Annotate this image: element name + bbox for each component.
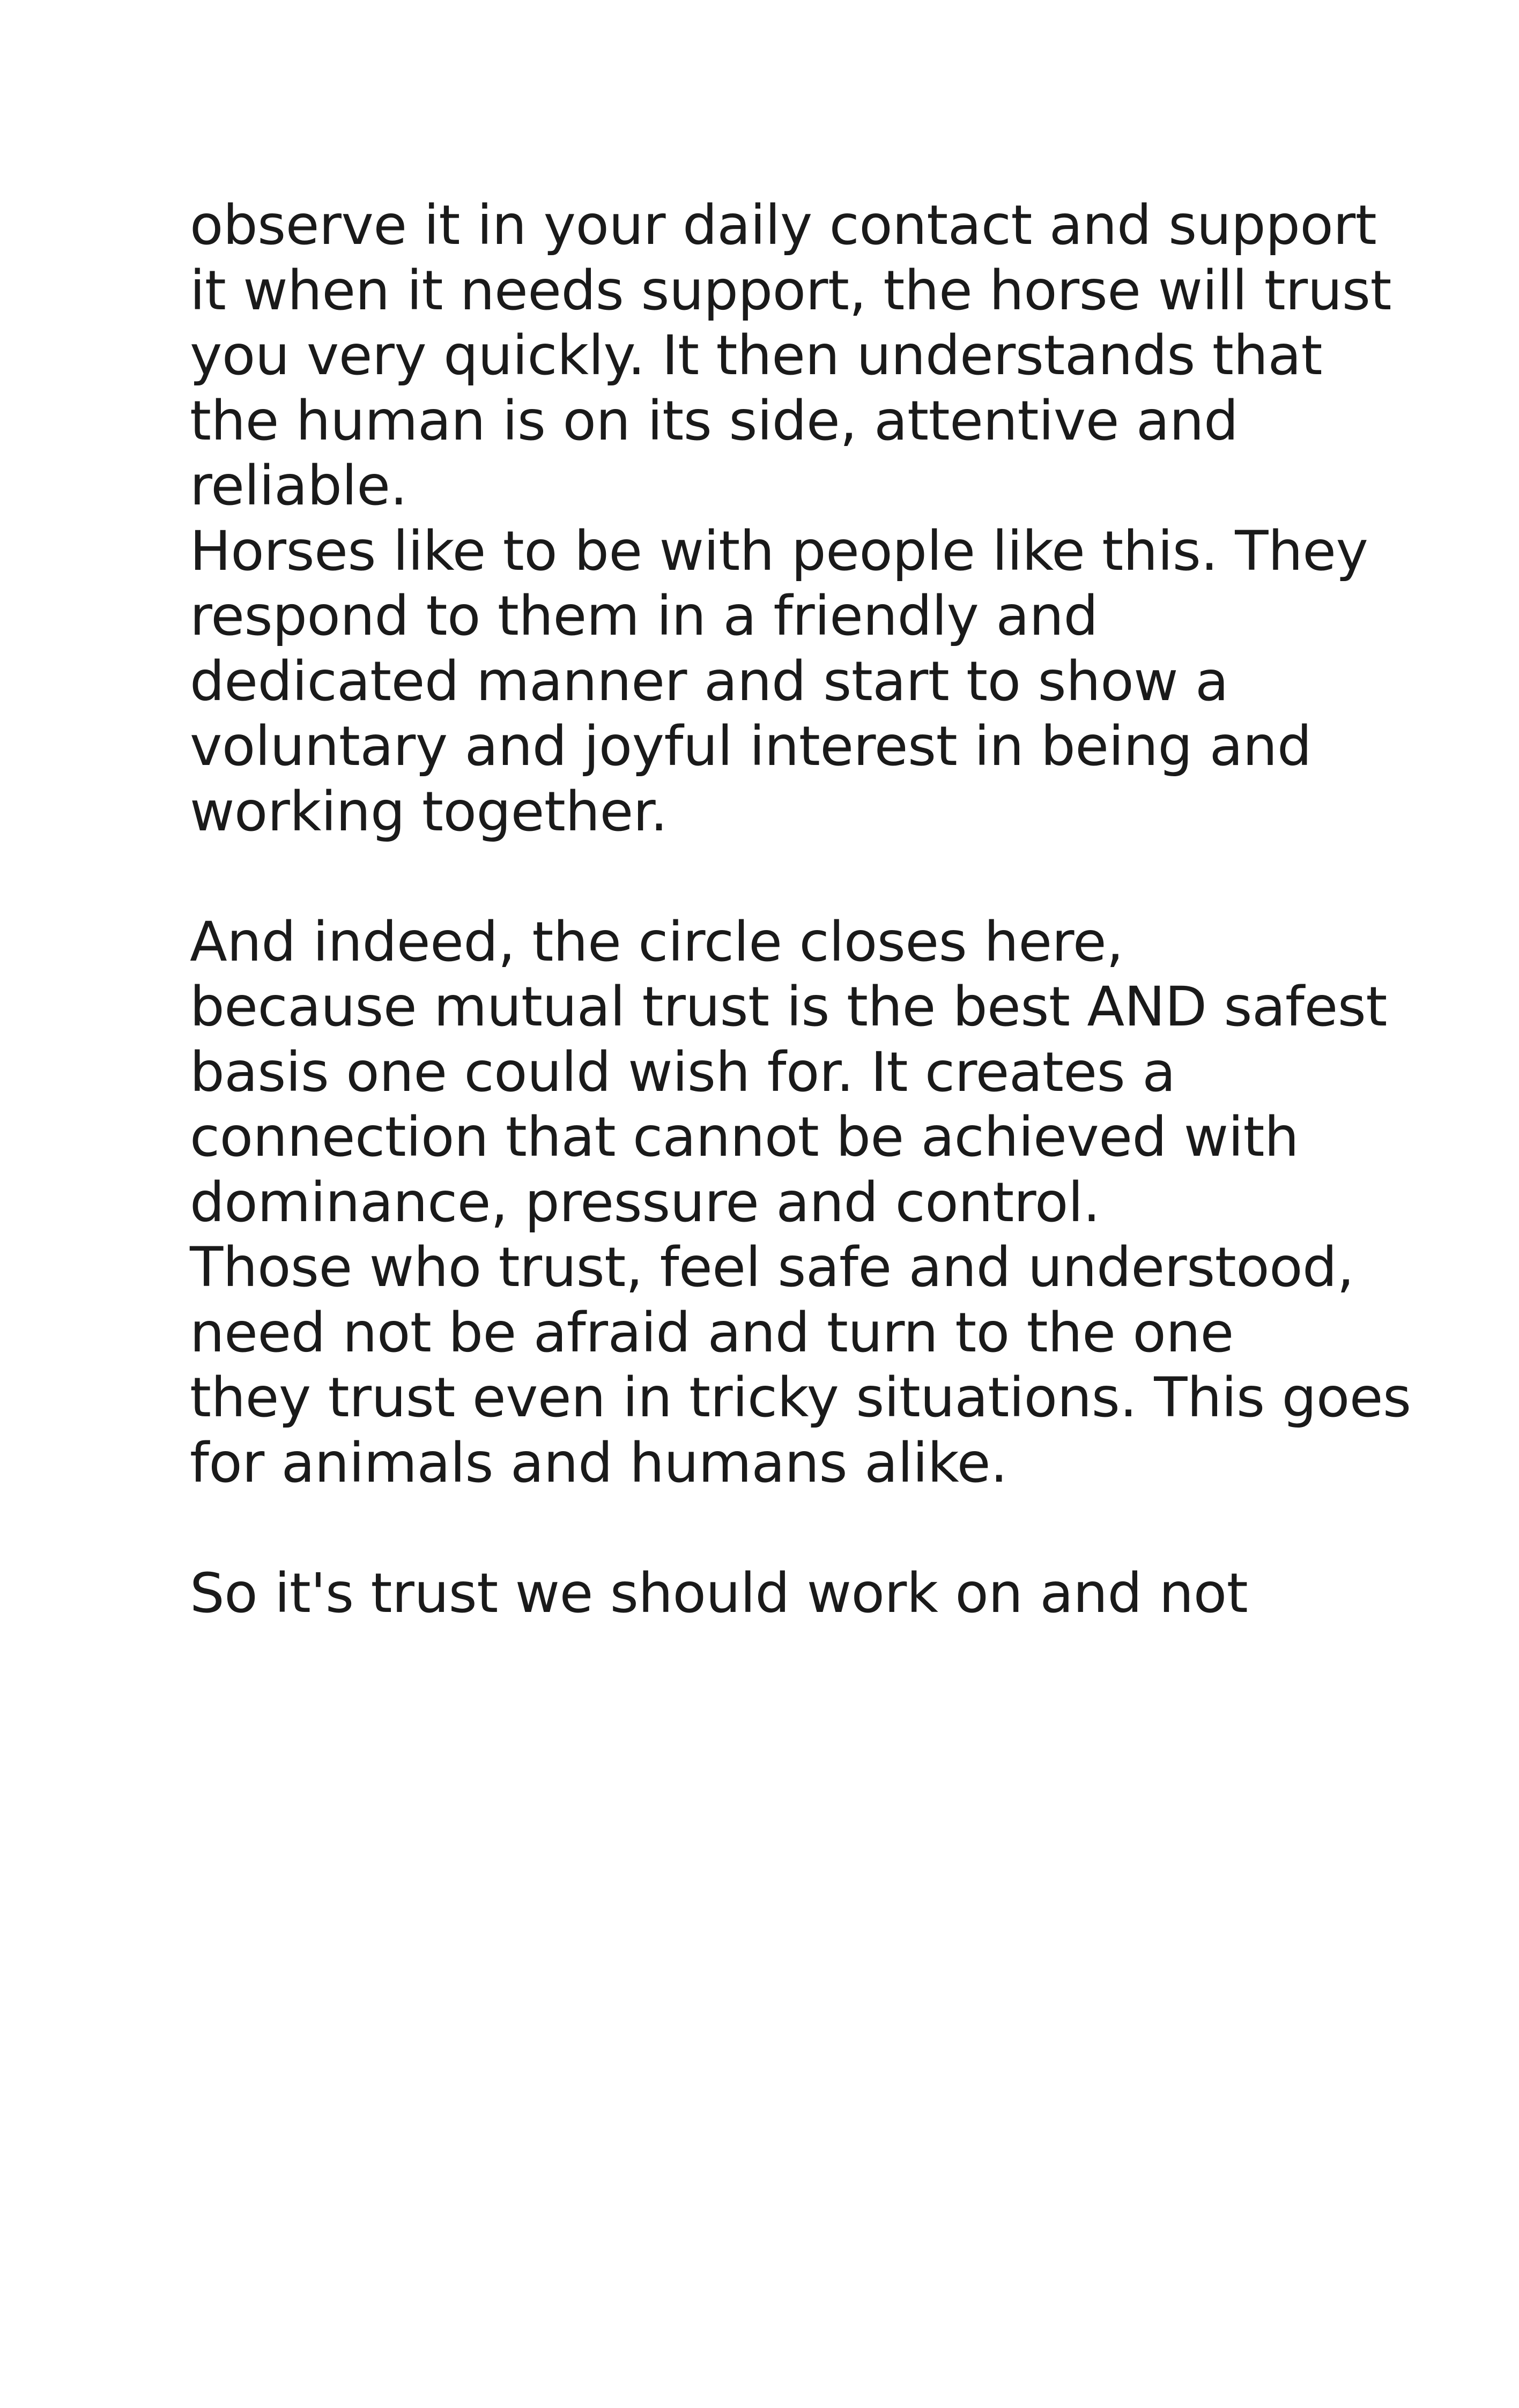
text-line: So it's trust we should work on and not (190, 1561, 1248, 1625)
text-line: Horses like to be with people like this. They (190, 519, 1368, 583)
text-line: you very quickly. It then understands that (190, 324, 1322, 388)
paragraph-spacer (190, 1496, 1369, 1561)
text-line: reliable. (190, 454, 407, 518)
text-line: And indeed, the circle closes here, (190, 910, 1124, 974)
body-text (190, 193, 1411, 1626)
text-line: dominance, pressure and control. (190, 1170, 1100, 1235)
text-line: voluntary and joyful interest in being and (190, 715, 1312, 778)
text-line: basis one could wish for. It creates a (190, 1040, 1176, 1104)
text-line: it when it needs support, the horse will trust (190, 258, 1392, 323)
text-line: for animals and humans alike. (190, 1431, 1007, 1495)
text-line: because mutual trust is the best AND safest (190, 975, 1387, 1039)
text-line: the human is on its side, attentive and (190, 389, 1239, 453)
text-line: they trust even in tricky situations. This goes (190, 1366, 1411, 1430)
text-line: respond to them in a friendly and (190, 584, 1098, 648)
text-line: need not be afraid and turn to the one (190, 1300, 1234, 1365)
text-line: Those who trust, feel safe and understood, (190, 1236, 1354, 1299)
text-line: observe it in your daily contact and support (190, 194, 1377, 257)
text-line: connection that cannot be achieved with (190, 1105, 1299, 1169)
paragraph-spacer (190, 844, 1369, 910)
text-line: working together. (190, 779, 668, 844)
text-line: dedicated manner and start to show a (190, 649, 1229, 714)
